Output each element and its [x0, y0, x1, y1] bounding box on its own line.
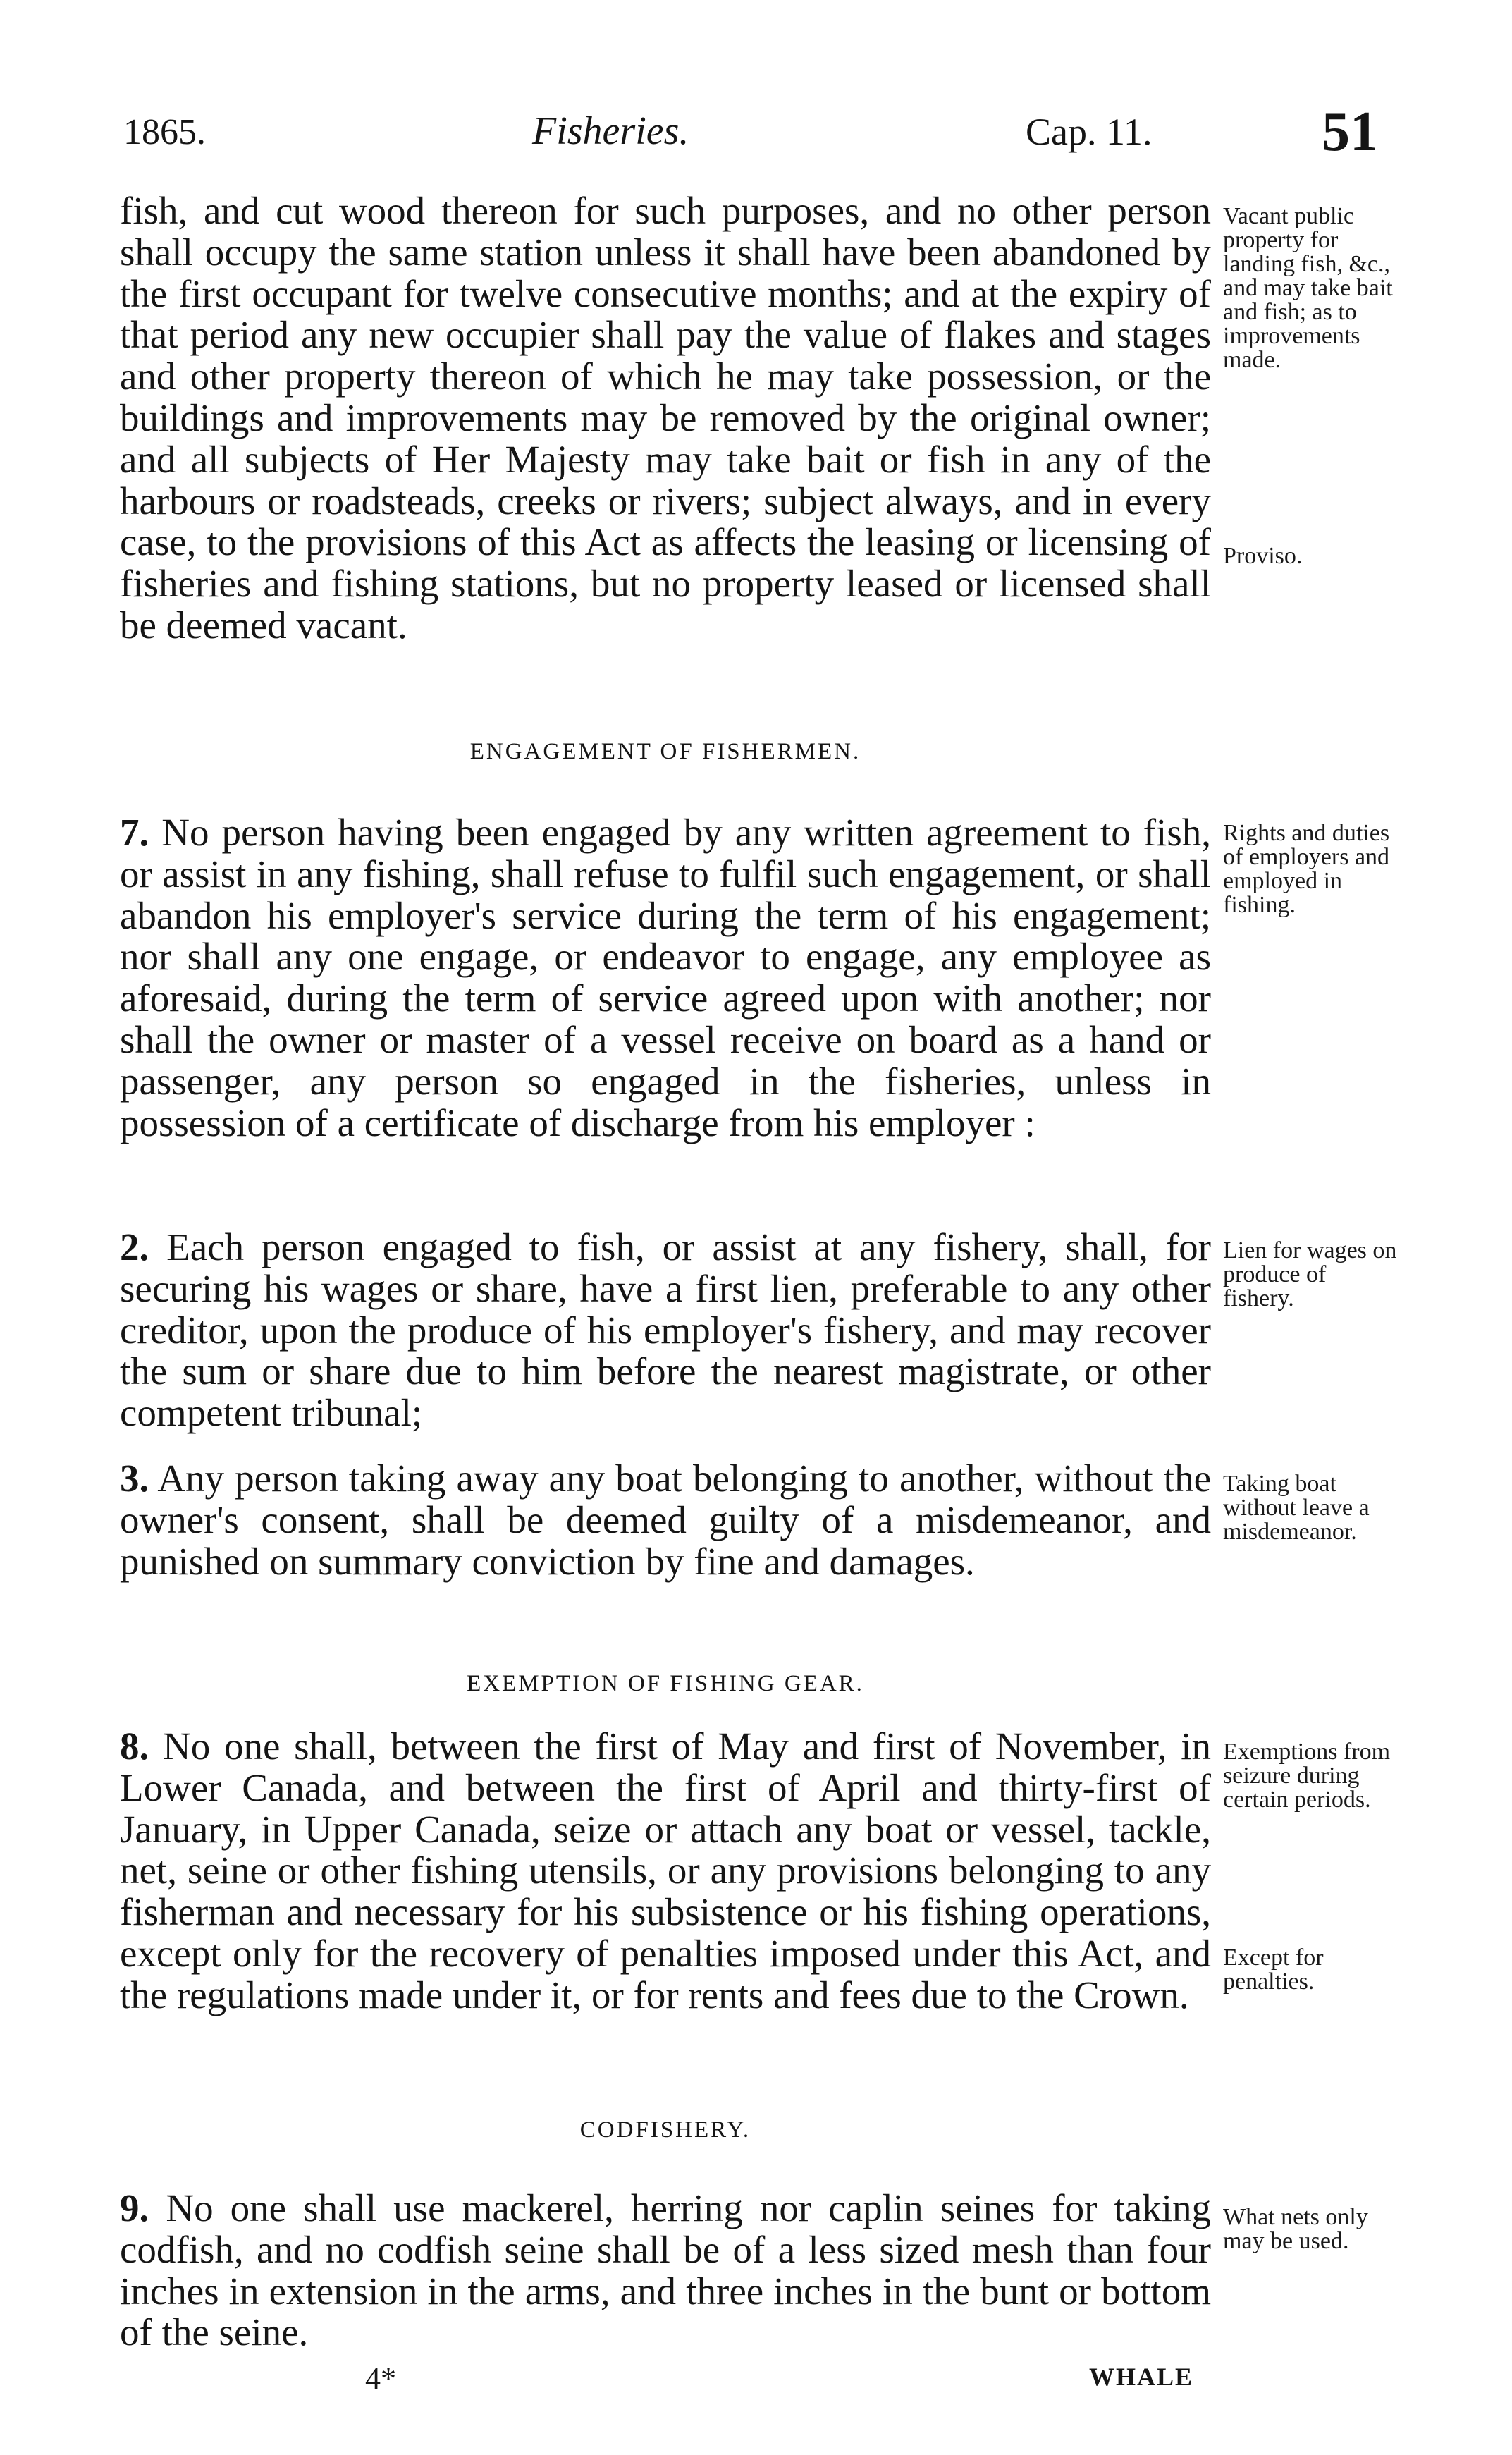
signature-mark: 4*	[365, 2361, 396, 2396]
subsection-number: 2.	[120, 1225, 149, 1268]
paragraph-continuation	[120, 190, 1211, 647]
margin-note-vacant-property: Vacant public property for landing fish, &c., and may take bait and fish; as to improvements made.	[1223, 203, 1393, 373]
running-header	[123, 99, 1420, 162]
section-7-subsection-3	[120, 1458, 1211, 1582]
section-7	[120, 812, 1211, 1144]
margin-note-exemptions: Exemptions from seizure during certain periods.	[1223, 1739, 1391, 1813]
margin-note-lien: Lien for wages on produce of fishery.	[1223, 1237, 1397, 1311]
paragraph-text: No one shall, between the first of May and first of November, in Lower Canada, and between the first of April and thirty-first of January, in Upper Canada, seize or attach any boat or vessel, tackle, net, seine or other fishing utensils, or any provisions belonging to any fisherman and necessary for his subsistence or his fishing operations, except only for the recovery of penalties imposed under this Act, and the regulations made under it, or for rents and fees due to the Crown.	[120, 1725, 1211, 2016]
paragraph-text: No one shall use mackerel, herring nor caplin seines for taking codfish, and no codfish seine shall be of a less sized mesh than four inches in extension in the arms, and three inches in the bunt or bottom of the seine.	[120, 2186, 1211, 2354]
subsection-number: 3.	[120, 1457, 149, 1500]
section-8	[120, 1726, 1211, 2016]
catchword: WHALE	[1089, 2363, 1194, 2391]
paragraph-text: Each person engaged to fish, or assist at any fishery, shall, for securing his wages or share, have a first lien, preferable to any other creditor, upon the produce of his employer's fishery, and may recover the sum or share due to him before the nearest magistrate, or other competent tribunal;	[120, 1225, 1211, 1435]
section-number: 7.	[120, 811, 149, 854]
margin-note-what-nets: What nets only may be used.	[1223, 2204, 1368, 2254]
section-number: 9.	[120, 2186, 149, 2229]
section-number: 8.	[120, 1725, 149, 1768]
header-chapter: Cap. 11.	[1026, 111, 1153, 153]
header-year: 1865.	[123, 112, 206, 152]
section-heading-exemption: EXEMPTION OF FISHING GEAR.	[467, 1671, 864, 1696]
page-number: 51	[1322, 101, 1378, 163]
section-heading-codfishery: CODFISHERY.	[579, 2117, 751, 2143]
section-7-subsection-2	[120, 1227, 1211, 1434]
header-title: Fisheries.	[532, 109, 689, 153]
paragraph-text: Any person taking away any boat belonging to another, without the owner's consent, shall be deemed guilty of a misdemeanor, and punished on summary conviction by fine and damages.	[120, 1457, 1211, 1583]
section-9	[120, 2188, 1211, 2353]
margin-note-proviso: Proviso.	[1223, 543, 1303, 569]
paragraph-text: fish, and cut wood thereon for such purposes, and no other person shall occupy the same station unless it shall have been abandoned by the first occupant for twelve consecutive months; and at the expiry of that period any new occupier shall pay the value of flakes and stages and other property thereon of which he may take possession, or the buildings and improvements may be removed by the original owner; and all subjects of Her Majesty may take bait or fish in any of the harbours or roadsteads, creeks or rivers; subject always, and in every case, to the provisions of this Act as affects the leasing or licensing of fisheries and fishing stations, but no property leased or licensed shall be deemed vacant.	[120, 189, 1211, 647]
margin-note-taking-boat: Taking boat without leave a misdemeanor.	[1223, 1471, 1370, 1545]
paragraph-text: No person having been engaged by any written agreement to fish, or assist in any fishing, shall refuse to fulfil such engagement, or shall abandon his employer's service during the term of his engagement; nor shall any one engage, or endeavor to engage, any employee as aforesaid, during the term of service agreed upon with another; nor shall the owner or master of a vessel receive on board as a hand or passenger, any person so engaged in the fisheries, unless in possession of a certificate of discharge from his employer :	[120, 811, 1211, 1144]
margin-note-rights-duties: Rights and duties of employers and employed in fishing.	[1223, 820, 1390, 918]
margin-note-except-penalties: Except for penalties.	[1223, 1945, 1324, 1995]
section-heading-engagement: ENGAGEMENT OF FISHERMEN.	[469, 739, 861, 764]
